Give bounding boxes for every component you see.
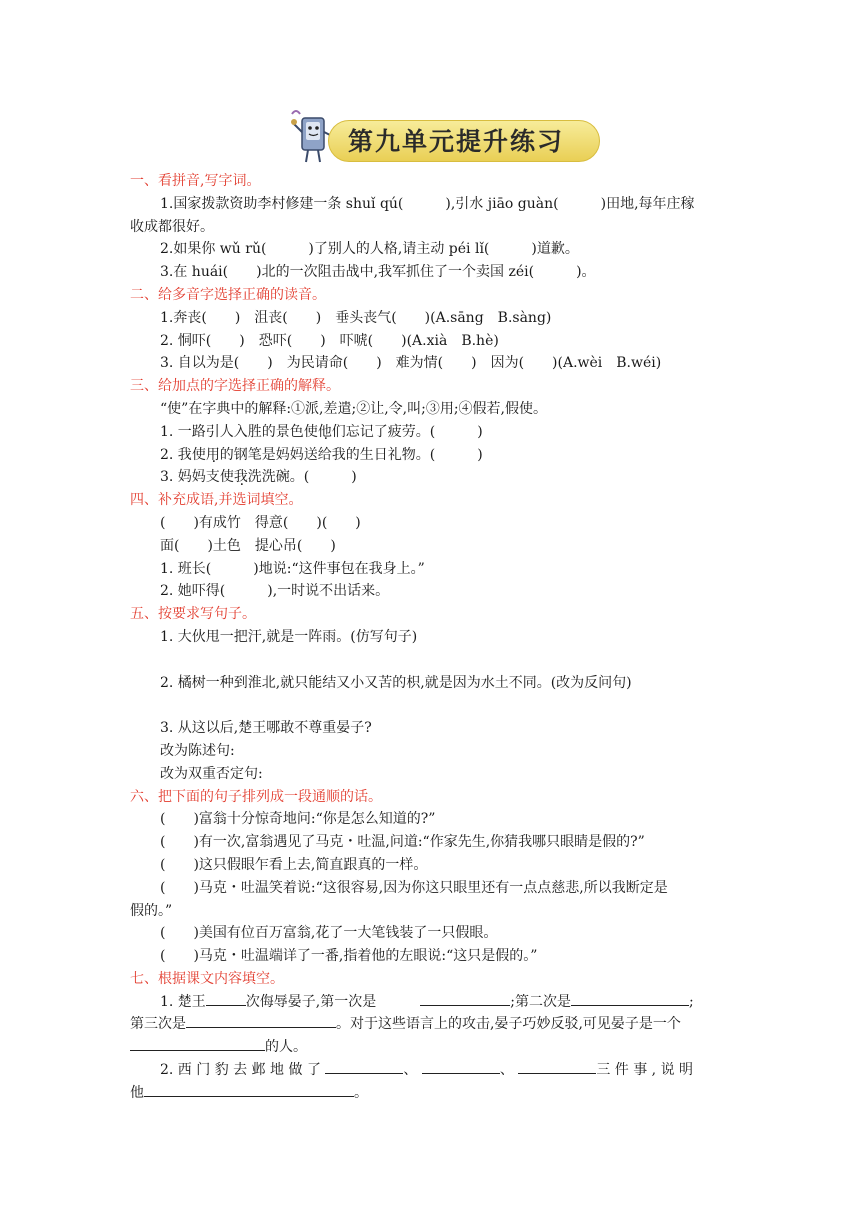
- s3-question-1: [130, 421, 730, 444]
- blank-line: [186, 1013, 336, 1028]
- s7-question-1-cont: [130, 1013, 730, 1036]
- s5-question-3b: 改为双重否定句:: [160, 765, 263, 782]
- section-2-heading: 二、给多音字选择正确的读音。: [130, 286, 326, 303]
- answer-space: [130, 694, 730, 717]
- section-7-heading: 七、根据课文内容填空。: [130, 970, 284, 987]
- text: 。: [354, 1084, 368, 1101]
- s4-idiom-row-2: 面( )土色 提心吊( ): [160, 537, 336, 554]
- blank-line: [206, 991, 246, 1006]
- text: 1. 一路引人入胜的景色: [160, 423, 304, 440]
- s3-question-2: [130, 444, 730, 467]
- text: 用的钢笔是妈妈送给我的生日礼物。( ): [205, 446, 483, 463]
- s4-idiom-row-1: ( )有成竹 得意( )( ): [160, 514, 361, 531]
- blank-line: [422, 1059, 500, 1074]
- s6-item: ( )富翁十分惊奇地问:“你是怎么知道的?”: [160, 811, 436, 828]
- text: 、: [403, 1062, 418, 1079]
- section-6-heading: 六、把下面的句子排列成一段通顺的话。: [130, 788, 382, 805]
- text: 2. 西 门 豹 去 邺 地 做 了: [160, 1062, 321, 1079]
- text: 第三次是: [130, 1016, 186, 1033]
- section-1-heading: 一、看拼音,写字词。: [130, 173, 261, 189]
- s3-intro: “使”在字典中的解释:①派,差遣;②让,令,叫;③用;④假若,假使。: [160, 400, 547, 417]
- text: 三 件 事 , 说 明: [596, 1062, 694, 1079]
- s7-question-2-cont: [130, 1082, 730, 1105]
- s6-item-cont: 假的。”: [130, 902, 173, 919]
- s5-question-1: 1. 大伙甩一把汗,就是一阵雨。(仿写句子): [160, 628, 418, 645]
- s1-question-2: 2.如果你 wǔ rǔ( )了别人的人格,请主动 péi lǐ( )道歉。: [160, 241, 579, 258]
- s4-question-2: 2. 她吓得( ),一时说不出话来。: [160, 583, 390, 600]
- title-banner: [288, 106, 608, 168]
- text: 的人。: [265, 1039, 307, 1056]
- s5-question-3: 3. 从这以后,楚王哪敢不尊重晏子?: [160, 720, 372, 737]
- text: ;: [688, 993, 694, 1010]
- s5-question-2: 2. 橘树一种到淮北,就只能结又小又苦的枳,就是因为水土不同。(改为反问句): [160, 674, 632, 691]
- s6-item: ( )马克・吐温端详了一番,指着他的左眼说:“这只是假的。”: [160, 948, 538, 965]
- s6-item: ( )这只假眼乍看上去,简直跟真的一样。: [160, 856, 428, 873]
- s4-question-1: 1. 班长( )地说:“这件事包在我身上。”: [160, 560, 425, 577]
- text: 我洗洗碗。( ): [233, 469, 357, 486]
- section-3-heading: 三、给加点的字选择正确的解释。: [130, 378, 340, 395]
- text: 1. 楚王: [160, 993, 206, 1010]
- s1-question-3: 3.在 huái( )北的一次阻击战中,我军抓住了一个卖国 zéi( )。: [160, 264, 596, 281]
- text: 次侮辱晏子,第一次是: [245, 993, 377, 1010]
- text: 、: [499, 1062, 514, 1079]
- blank-line: [144, 1082, 354, 1097]
- s6-item: ( )美国有位百万富翁,花了一大笔钱装了一只假眼。: [160, 925, 498, 942]
- blank-line: [325, 1059, 403, 1074]
- text: ;第二次是: [510, 993, 571, 1010]
- blank-line: [571, 991, 689, 1006]
- text: 。对于这些语言上的攻击,晏子巧妙反驳,可见晏子是一个: [336, 1016, 681, 1033]
- dotted-char: 使: [219, 469, 234, 486]
- blank-line: [420, 991, 510, 1006]
- blank-line: [130, 1036, 265, 1051]
- answer-space: [130, 649, 730, 672]
- text: 他们忘记了疲劳。( ): [317, 423, 483, 440]
- s2-question-2: 2. 恫吓( ) 恐吓( ) 吓唬( )(A.xià B.hè): [160, 332, 499, 349]
- s2-question-1: 1.奔丧( ) 沮丧( ) 垂头丧气( )(A.sāng B.sàng): [160, 309, 552, 326]
- page-title: 第九单元提升练习: [348, 127, 565, 156]
- s5-question-3a: 改为陈述句:: [160, 742, 235, 759]
- section-5-heading: 五、按要求写句子。: [130, 606, 256, 623]
- blank-line: [518, 1059, 596, 1074]
- s3-question-3: [130, 466, 730, 489]
- s2-question-3: 3. 自以为是( ) 为民请命( ) 难为情( ) 因为( )(A.wèi B.wéi): [160, 355, 662, 372]
- section-4-heading: 四、补充成语,并选词填空。: [130, 492, 303, 509]
- s7-question-1: [130, 991, 730, 1014]
- dotted-char: 使: [303, 423, 318, 440]
- s6-item: ( )有一次,富翁遇见了马克・吐温,问道:“作家先生,你猜我哪只眼睛是假的?”: [160, 834, 645, 851]
- text: 2. 我: [160, 446, 192, 463]
- text: 他: [130, 1084, 144, 1101]
- s6-item: ( )马克・吐温笑着说:“这很容易,因为你这只眼里还有一点点慈悲,所以我断定是: [160, 879, 668, 896]
- s1-question-1: 1.国家拨款资助李村修建一条 shuǐ qú( ),引水 jiāo guàn( )田地,每年庄稼: [160, 195, 695, 212]
- s7-question-2: [130, 1059, 730, 1082]
- s7-question-1-cont: [130, 1036, 730, 1059]
- text: 3. 妈妈支: [160, 469, 220, 486]
- worksheet-body: [130, 170, 730, 1105]
- s1-question-1-cont: 收成都很好。: [130, 218, 214, 235]
- dotted-char: 使: [191, 446, 206, 463]
